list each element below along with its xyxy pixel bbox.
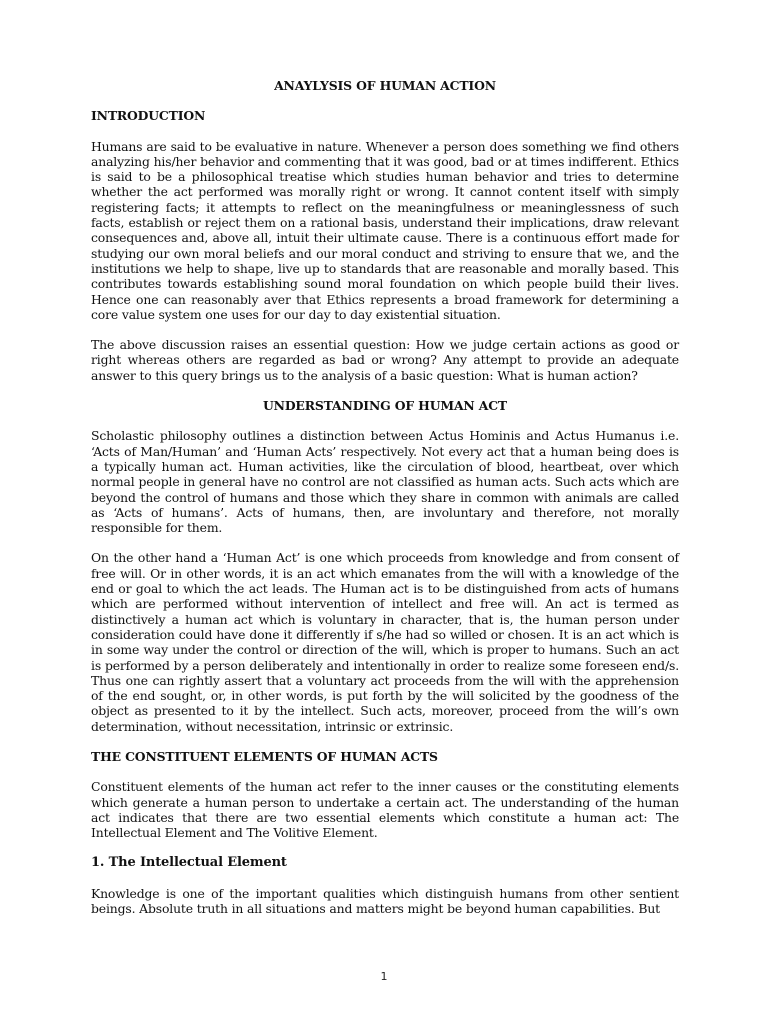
constituent-elements-paragraph: Constituent elements of the human act refer to the inner causes or the constituting elements which generate a human person to undertake a certain act. The understanding of the human act indicates that there are two essential elements which constitute a human act: The Intellectual Element and The Volitive Element. [91, 779, 679, 841]
page-number: 1 [380, 970, 388, 983]
intellectual-element-paragraph: Knowledge is one of the important qualities which distinguish humans from other sentient beings. Absolute truth in all situations and matters might be beyond human capabilities. But [91, 885, 679, 917]
document-page [91, 78, 679, 931]
understanding-paragraph-2: On the other hand a ‘Human Act’ is one which proceeds from knowledge and from consent of free will. Or in other words, it is an act which emanates from the will with a knowledge of the end or goal to which the act leads. The Human act is to be distinguished from acts of humans which are performed without intervention of intellect and free will. An act is termed as distinctively a human act which is voluntary in character, that is, the human person under consideration could have done it differently if s/he had so willed or chosen. It is an act which is in some way under the control or direction of the will, which is proper to humans. Such an act is performed by a person deliberately and intentionally in order to realize some foreseen end/s. Thus one can rightly assert that a voluntary act proceeds from the will with the apprehension of the end sought, or, in other words, is put forth by the will solicited by the goodness of the object as presented to it by the intellect. Such acts, moreover, proceed from the will’s own determination, without necessitation, intrinsic or extrinsic. [91, 550, 679, 734]
intellectual-element-heading: 1. The Intellectual Element [91, 855, 287, 871]
introduction-paragraph-2: The above discussion raises an essential question: How we judge certain actions as good or right whereas others are regarded as bad or wrong? Any attempt to provide an adequate answer to this query brings us to the analysis of a basic question: What is human action? [91, 337, 679, 383]
understanding-heading: UNDERSTANDING OF HUMAN ACT [263, 398, 507, 414]
document-title: ANAYLYSIS OF HUMAN ACTION [274, 78, 496, 93]
introduction-heading: INTRODUCTION [91, 108, 206, 124]
understanding-paragraph-1: Scholastic philosophy outlines a distinction between Actus Hominis and Actus Humanus i.e. ‘Acts of Man/Human’ and ‘Human Acts’ respectively. Not every act that a human being does is a typically human act. Human activities, like the circulation of blood, heartbeat, over which normal people in general have no control are not classified as human acts. Such acts which are beyond the control of humans and those which they share in common with animals are called as ‘Acts of humans’. Acts of humans, then, are involuntary and therefore, not morally responsible for them. [91, 428, 679, 536]
introduction-paragraph-1: Humans are said to be evaluative in nature. Whenever a person does something we find others analyzing his/her behavior and commenting that it was good, bad or at times indifferent. Ethics is said to be a philosophical treatise which studies human behavior and tries to determine whether the act performed was morally right or wrong. It cannot content itself with simply registering facts; it attempts to reflect on the meaningfulness or meaninglessness of such facts, establish or reject them on a rational basis, understand their implications, draw relevant consequences and, above all, intuit their ultimate cause. There is a continuous effort made for studying our own moral beliefs and our moral conduct and striving to ensure that we, and the institutions we help to shape, live up to standards that are reasonable and morally based. This contributes towards establishing sound moral foundation on which people build their lives. Hence one can reasonably aver that Ethics represents a broad framework for determining a core value system one uses for our day to day existential situation. [91, 138, 679, 322]
constituent-elements-heading: THE CONSTITUENT ELEMENTS OF HUMAN ACTS [91, 748, 438, 764]
